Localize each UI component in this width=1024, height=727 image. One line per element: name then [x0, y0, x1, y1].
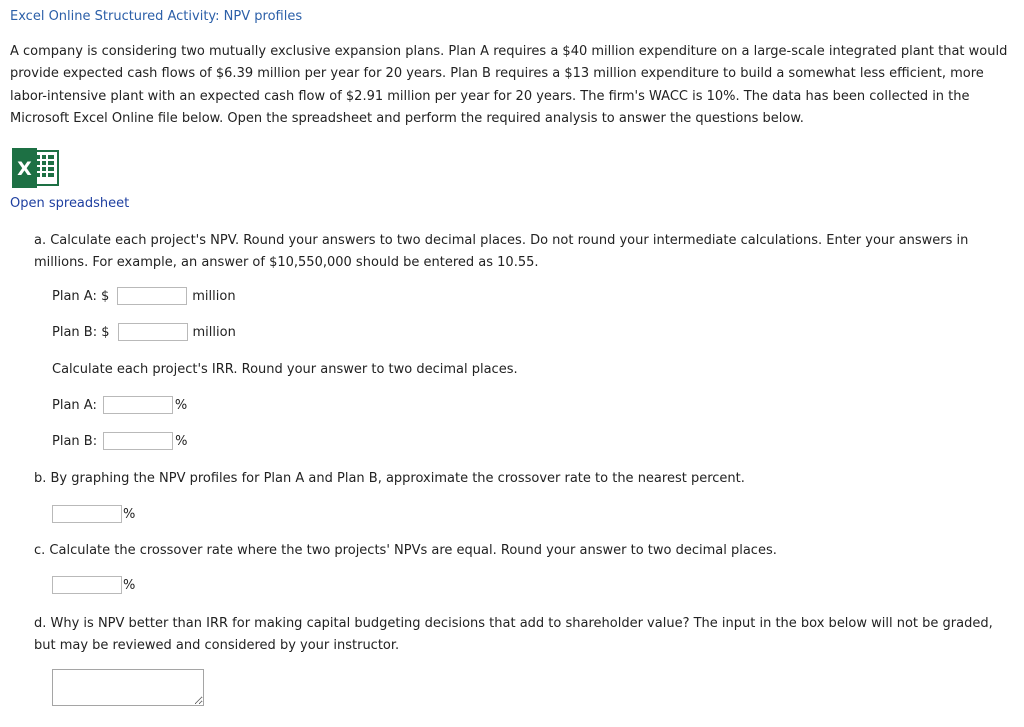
part-c-instruction: c. Calculate the crossover rate where the two projects' NPVs are equal. Round your answer to two decimal places.	[34, 543, 777, 558]
crossover-approx-unit: %	[123, 506, 136, 522]
irr-plan-a-label: Plan A:	[52, 397, 97, 413]
npv-vs-irr-answer-textarea[interactable]	[52, 669, 204, 706]
page-title: Excel Online Structured Activity: NPV profiles	[10, 9, 303, 24]
npv-plan-a-label: Plan A: $	[52, 288, 110, 304]
excel-icon-letter: X	[17, 158, 32, 180]
npv-plan-a-row	[52, 287, 236, 305]
npv-plan-a-input[interactable]	[117, 287, 187, 305]
npv-plan-b-unit: million	[192, 324, 236, 340]
crossover-exact-unit: %	[123, 577, 136, 593]
irr-instruction: Calculate each project's IRR. Round your answer to two decimal places.	[52, 362, 518, 377]
crossover-approx-input[interactable]	[52, 505, 122, 523]
irr-plan-b-label: Plan B:	[52, 433, 98, 449]
irr-plan-a-row	[52, 396, 187, 414]
part-a-instruction: a. Calculate each project's NPV. Round your answers to two decimal places. Do not round your intermediate calculations. Enter your answers in millions. For example, an answer of $10,550,000 should be entered as 10.55.	[34, 233, 969, 271]
irr-plan-b-input[interactable]	[103, 432, 173, 450]
crossover-exact-input[interactable]	[52, 576, 122, 594]
irr-plan-b-unit: %	[175, 433, 188, 449]
problem-description: A company is considering two mutually exclusive expansion plans. Plan A requires a $40 million expenditure on a large-scale integrated plant that would provide expected cash flows of $6.39 million per year for 20 years. Plan B requires a $13 million expenditure to build a somewhat less efficient, more labor-intensive plant with an expected cash flow of $2.91 million per year for 20 years. The firm's WACC is 10%. The data has been collected in the Microsoft Excel Online file below. Open the spreadsheet and perform the required analysis to answer the questions below.	[10, 44, 1008, 126]
part-b-instruction: b. By graphing the NPV profiles for Plan A and Plan B, approximate the crossover rate to the nearest percent.	[34, 471, 745, 486]
excel-icon[interactable]	[11, 148, 59, 188]
part-d-instruction: d. Why is NPV better than IRR for making capital budgeting decisions that add to shareholder value? The input in the box below will not be graded, but may be reviewed and considered by your instructor.	[34, 616, 993, 654]
open-spreadsheet-link[interactable]: Open spreadsheet	[10, 196, 130, 211]
crossover-approx-row	[52, 505, 135, 523]
npv-plan-b-label: Plan B: $	[52, 324, 110, 340]
crossover-exact-row	[52, 576, 135, 594]
irr-plan-a-unit: %	[174, 397, 188, 413]
irr-plan-b-row	[52, 432, 187, 450]
npv-plan-b-row	[52, 323, 236, 341]
npv-plan-a-unit: million	[192, 288, 236, 304]
npv-plan-b-input[interactable]	[118, 323, 188, 341]
irr-plan-a-input[interactable]	[103, 396, 173, 414]
